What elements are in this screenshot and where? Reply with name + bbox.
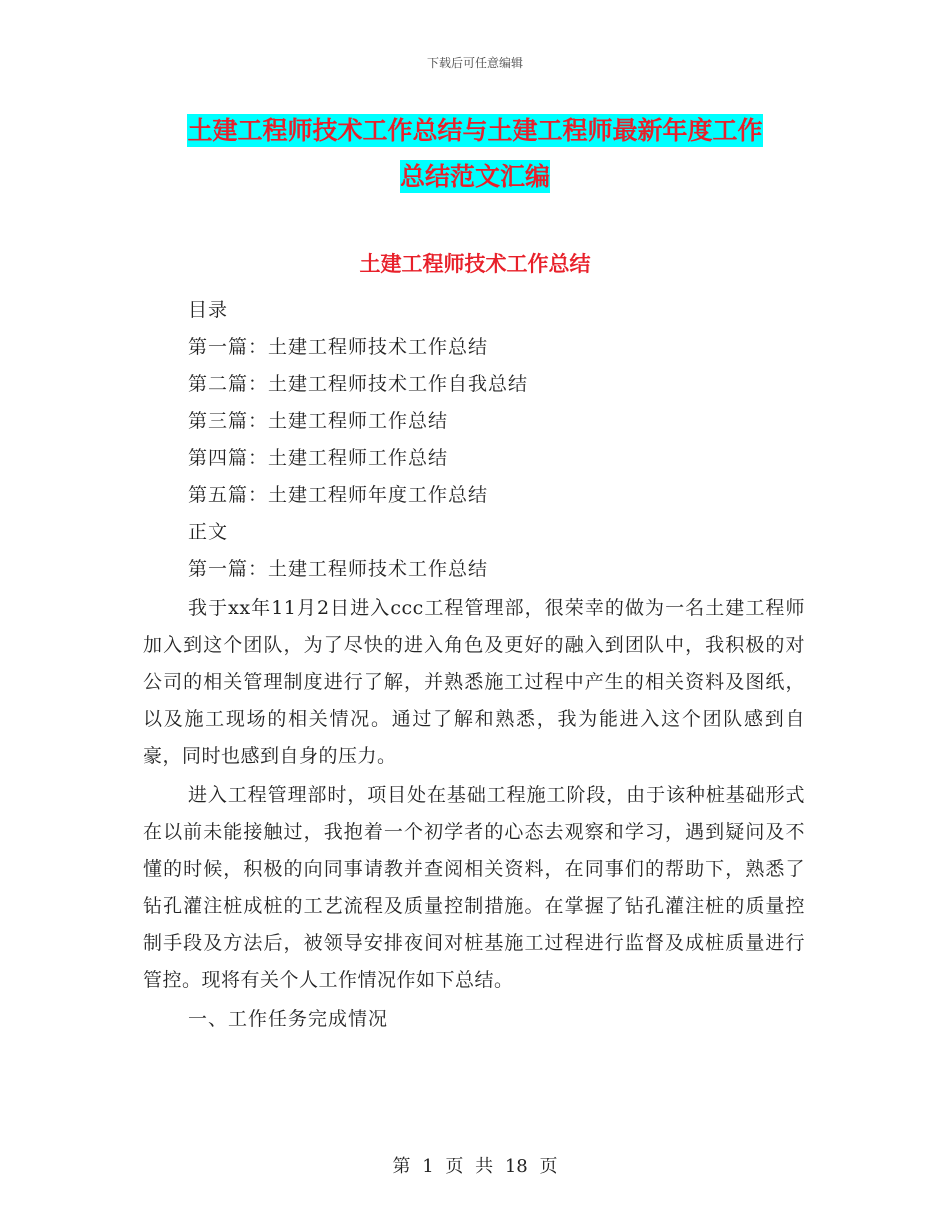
header-note: 下载后可任意编辑 [426,56,523,70]
document-title-line-2: 总结范文汇编 [399,162,550,191]
chapter-heading: 第一篇：土建工程师技术工作总结 [188,558,489,580]
toc-item: 第四篇：土建工程师工作总结 [188,447,449,469]
document-title [0,108,950,200]
toc-item: 第一篇：土建工程师技术工作总结 [188,336,489,358]
toc-item: 第二篇：土建工程师技术工作自我总结 [188,373,529,395]
paragraph: 进入工程管理部时，项目处在基础工程施工阶段，由于该种桩基础形式在以前未能接触过，我抱着一个初学者的心态去观察和学习，遇到疑问及不懂的时候，积极的向同事请教并查阅相关资料，在同事们的帮助下，熟悉了钻孔灌注桩成桩的工艺流程及质量控制措施。在掌握了钻孔灌注桩的质量控制手段及方法后，被领导安排夜间对桩基施工过程进行监督及成桩质量进行管控。现将有关个人工作情况作如下总结。 [143,784,805,991]
table-of-contents [188,292,528,588]
body-heading: 正文 [188,521,229,543]
subsection-heading: 一、工作任务完成情况 [188,1008,389,1030]
toc-item: 第五篇：土建工程师年度工作总结 [188,484,489,506]
page-number: 第 1 页 共 18 页 [392,1156,558,1177]
section-title: 土建工程师技术工作总结 [359,252,591,276]
toc-heading: 目录 [188,299,229,321]
body-text [143,590,805,1038]
document-title-line-1: 土建工程师技术工作总结与土建工程师最新年度工作 [187,116,763,145]
paragraph: 我于xx年11月2日进入ccc工程管理部，很荣幸的做为一名土建工程师加入到这个团队，为了尽快的进入角色及更好的融入到团队中，我积极的对公司的相关管理制度进行了解，并熟悉施工过程中产生的相关资料及图纸，以及施工现场的相关情况。通过了解和熟悉，我为能进入这个团队感到自豪，同时也感到自身的压力。 [143,597,805,767]
toc-item: 第三篇：土建工程师工作总结 [188,410,449,432]
